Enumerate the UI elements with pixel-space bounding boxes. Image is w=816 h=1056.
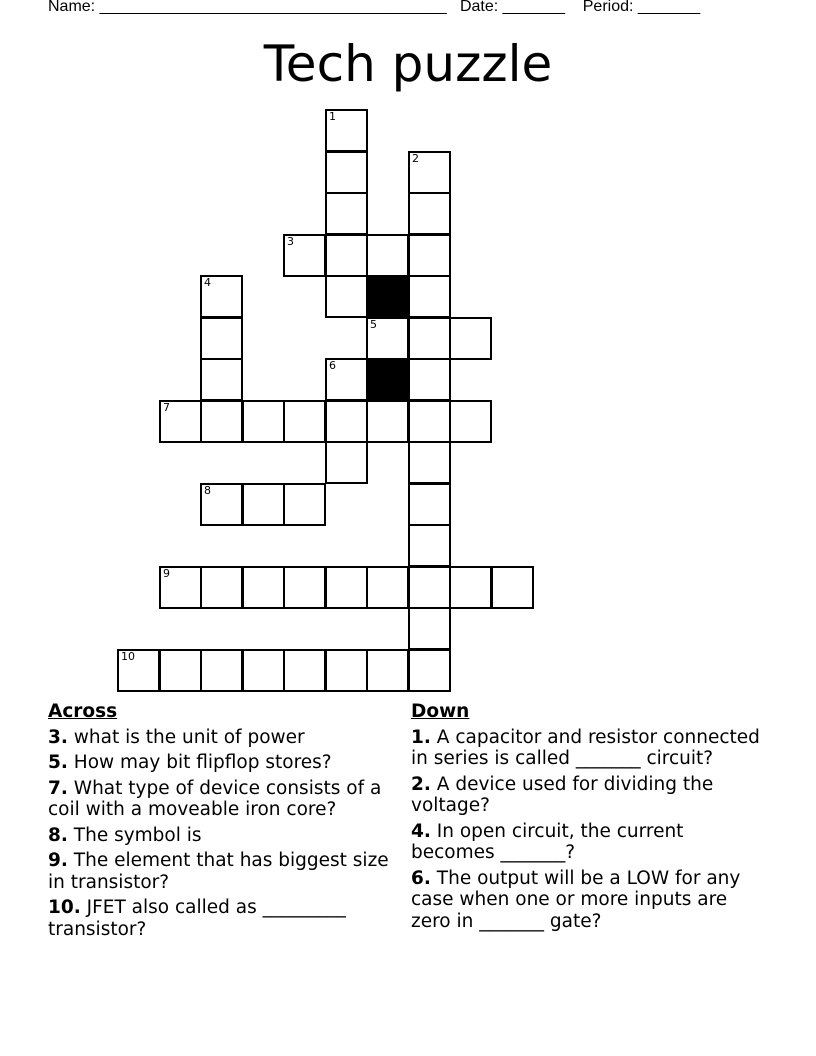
crossword-cell[interactable]	[200, 483, 243, 526]
across-clue	[48, 825, 393, 847]
across-clues	[48, 701, 393, 944]
crossword-cell[interactable]	[283, 234, 326, 277]
clue-number: 4.	[411, 820, 431, 842]
crossword-cell[interactable]	[200, 358, 243, 401]
clue-text: what is the unit of power	[67, 726, 305, 748]
cell-number: 8	[204, 484, 211, 497]
crossword-cell[interactable]	[325, 275, 368, 318]
cell-number: 3	[287, 235, 294, 248]
across-clue	[48, 752, 393, 774]
crossword-cell[interactable]	[325, 566, 368, 609]
cell-number: 1	[329, 110, 336, 123]
clue-number: 1.	[411, 726, 431, 748]
crossword-cell[interactable]	[408, 234, 451, 277]
date-blank[interactable]: _______	[502, 0, 565, 15]
cell-number: 9	[163, 567, 170, 580]
clue-number: 5.	[48, 752, 68, 773]
crossword-cell[interactable]	[159, 649, 202, 692]
crossword-cell[interactable]	[408, 483, 451, 526]
page-title: Tech puzzle	[263, 35, 553, 93]
crossword-cell[interactable]	[200, 317, 243, 360]
across-clue	[48, 727, 393, 749]
crossword-cell[interactable]	[325, 358, 368, 401]
clue-text: JFET also called as _________ transistor?	[48, 897, 346, 940]
crossword-cell[interactable]	[325, 400, 368, 443]
clue-number: 3.	[48, 726, 68, 748]
crossword-cell[interactable]	[325, 649, 368, 692]
crossword-cell[interactable]	[159, 566, 202, 609]
blocked-cell	[366, 358, 409, 401]
crossword-cell[interactable]	[200, 275, 243, 318]
crossword-cell[interactable]	[242, 649, 285, 692]
clue-number: 6.	[411, 867, 431, 889]
crossword-cell[interactable]	[408, 317, 451, 360]
crossword-cell[interactable]	[449, 400, 492, 443]
crossword-cell[interactable]	[491, 566, 534, 609]
crossword-cell[interactable]	[449, 317, 492, 360]
crossword-cell[interactable]	[408, 151, 451, 194]
cell-number: 6	[329, 359, 336, 372]
crossword-cell[interactable]	[325, 441, 368, 484]
crossword-cell[interactable]	[408, 607, 451, 650]
down-heading: Down	[411, 701, 470, 722]
cell-number: 4	[204, 276, 211, 289]
crossword-cell[interactable]	[117, 649, 160, 692]
across-clue	[48, 850, 393, 893]
crossword-cell[interactable]	[283, 400, 326, 443]
clue-text: A capacitor and resistor connected in series is called _______ circuit?	[411, 726, 760, 769]
crossword-cell[interactable]	[408, 358, 451, 401]
period-blank[interactable]: _______	[637, 0, 701, 15]
name-label: Name:	[48, 0, 96, 15]
across-heading: Across	[48, 701, 118, 722]
clue-number: 9.	[48, 850, 68, 871]
crossword-cell[interactable]	[408, 400, 451, 443]
down-clue	[411, 821, 761, 864]
clue-text: A device used for dividing the voltage?	[411, 773, 714, 816]
crossword-cell[interactable]	[408, 441, 451, 484]
crossword-cell[interactable]	[366, 400, 409, 443]
crossword-cell[interactable]	[283, 483, 326, 526]
crossword-cell[interactable]	[366, 317, 409, 360]
crossword-cell[interactable]	[200, 566, 243, 609]
crossword-cell[interactable]	[366, 649, 409, 692]
clue-number: 8.	[48, 824, 68, 846]
crossword-cell[interactable]	[408, 275, 451, 318]
clue-number: 7.	[48, 777, 68, 799]
clue-text: How may bit flipflop stores?	[67, 752, 332, 773]
clue-number: 10.	[48, 897, 81, 918]
crossword-cell[interactable]	[242, 566, 285, 609]
crossword-cell[interactable]	[366, 566, 409, 609]
crossword-cell[interactable]	[325, 109, 368, 152]
down-clue	[411, 727, 761, 770]
crossword-cell[interactable]	[408, 524, 451, 567]
across-clue	[48, 778, 393, 821]
down-clues	[411, 701, 761, 936]
crossword-cell[interactable]	[325, 192, 368, 235]
clue-text: The symbol is	[67, 824, 202, 846]
down-clue	[411, 774, 761, 817]
cell-number: 10	[121, 650, 135, 663]
crossword-cell[interactable]	[408, 566, 451, 609]
cell-number: 7	[163, 401, 170, 414]
crossword-cell[interactable]	[408, 192, 451, 235]
cell-number: 2	[412, 152, 419, 165]
date-label: Date:	[459, 0, 499, 15]
name-blank[interactable]: _______________________________________	[99, 0, 447, 15]
clue-text: The element that has biggest size in transistor?	[48, 850, 389, 893]
crossword-cell[interactable]	[283, 566, 326, 609]
crossword-cell[interactable]	[408, 649, 451, 692]
clue-text: The output will be a LOW for any case when one or more inputs are zero in _______ gate?	[411, 867, 741, 932]
crossword-cell[interactable]	[325, 151, 368, 194]
clue-text: In open circuit, the current becomes _______?	[411, 820, 684, 863]
crossword-cell[interactable]	[200, 400, 243, 443]
crossword-cell[interactable]	[242, 483, 285, 526]
period-label: Period:	[582, 0, 634, 15]
crossword-cell[interactable]	[242, 400, 285, 443]
clue-number: 2.	[411, 773, 431, 795]
across-clue	[48, 897, 393, 940]
cell-number: 5	[370, 318, 377, 331]
crossword-cell[interactable]	[325, 234, 368, 277]
clue-text: What type of device consists of a coil with a moveable iron core?	[48, 777, 382, 820]
crossword-cell[interactable]	[449, 566, 492, 609]
crossword-cell[interactable]	[366, 234, 409, 277]
down-clue	[411, 868, 761, 933]
blocked-cell	[366, 275, 409, 318]
crossword-cell[interactable]	[200, 649, 243, 692]
crossword-cell[interactable]	[283, 649, 326, 692]
crossword-cell[interactable]	[159, 400, 202, 443]
